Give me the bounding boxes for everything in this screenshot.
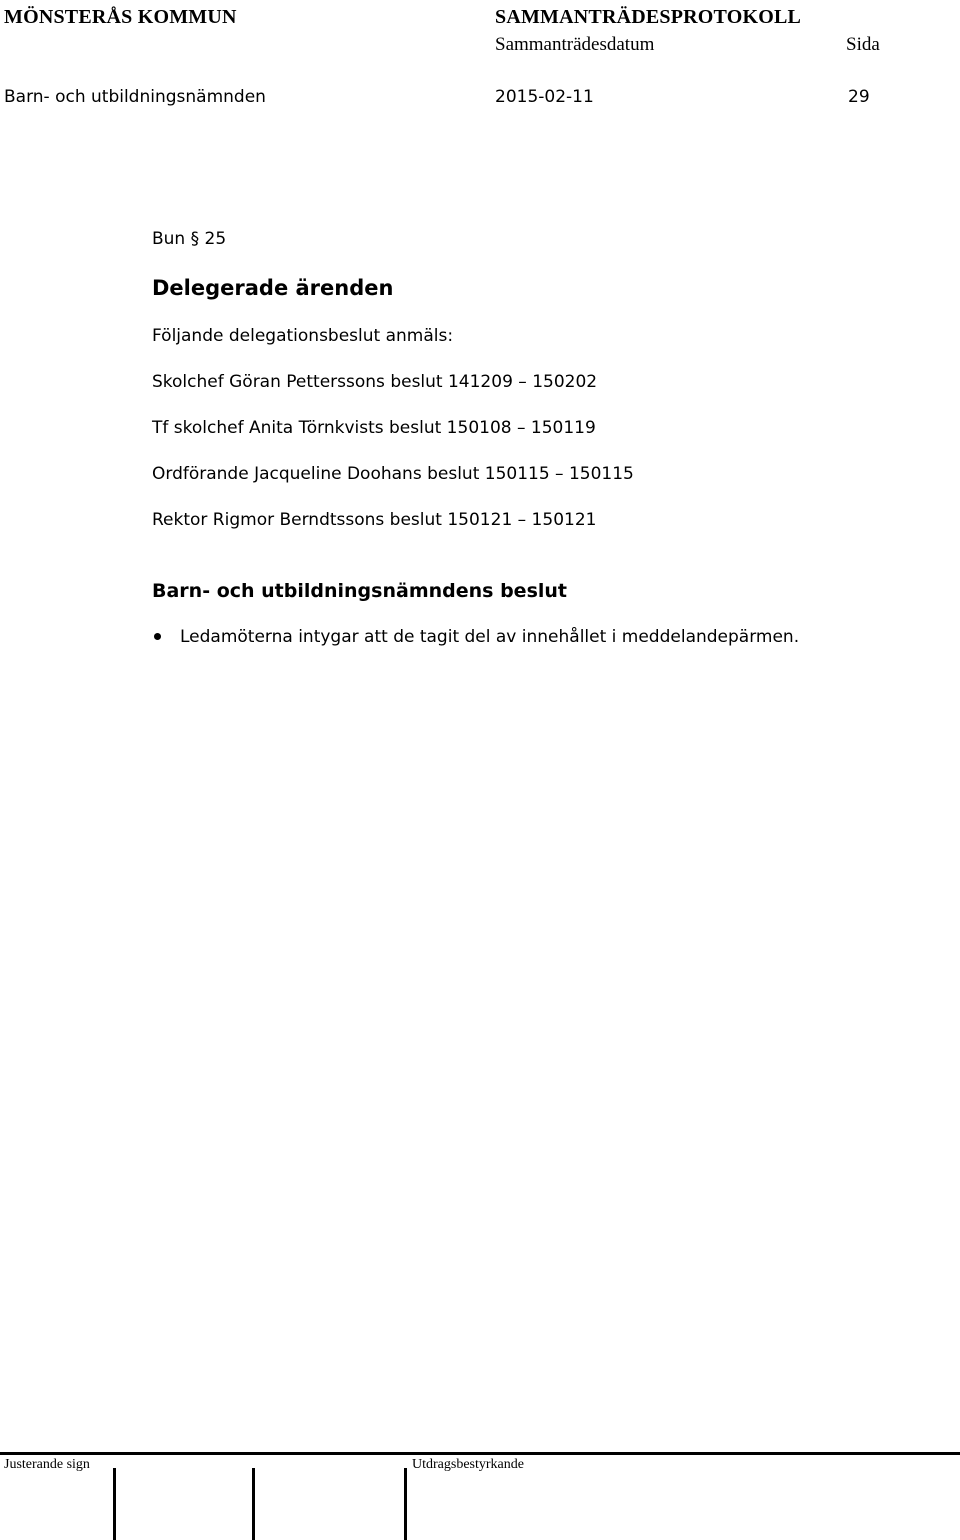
- page-label: Sida: [846, 34, 880, 55]
- extract-label: Utdragsbestyrkande: [412, 1457, 524, 1472]
- meeting-date-label: Sammanträdesdatum: [495, 34, 655, 55]
- signature-box-divider: [252, 1468, 255, 1540]
- section-title: Delegerade ärenden: [152, 276, 394, 300]
- delegation-item: Skolchef Göran Petterssons beslut 141209 – 150202: [152, 372, 598, 392]
- page-number: 29: [848, 87, 870, 107]
- delegation-item: Tf skolchef Anita Törnkvists beslut 150108 – 150119: [152, 418, 596, 438]
- signature-box-divider: [404, 1468, 407, 1540]
- signature-label: Justerande sign: [4, 1457, 90, 1472]
- footer-divider: [0, 1452, 960, 1455]
- board-name: Barn- och utbildningsnämnden: [4, 87, 266, 107]
- section-intro: Följande delegationsbeslut anmäls:: [152, 326, 454, 346]
- document-type: SAMMANTRÄDESPROTOKOLL: [495, 6, 802, 28]
- decision-heading: Barn- och utbildningsnämndens beslut: [152, 580, 567, 602]
- delegation-item: Ordförande Jacqueline Doohans beslut 150115 – 150115: [152, 464, 634, 484]
- municipality-name: MÖNSTERÅS KOMMUN: [4, 6, 237, 28]
- signature-box-divider: [113, 1468, 116, 1540]
- delegation-item: Rektor Rigmor Berndtssons beslut 150121 – 150121: [152, 510, 597, 530]
- meeting-date: 2015-02-11: [495, 87, 594, 107]
- bullet-icon: [154, 633, 161, 640]
- decision-bullet-text: Ledamöterna intygar att de tagit del av innehållet i meddelandepärmen.: [180, 627, 800, 647]
- section-reference: Bun § 25: [152, 229, 227, 249]
